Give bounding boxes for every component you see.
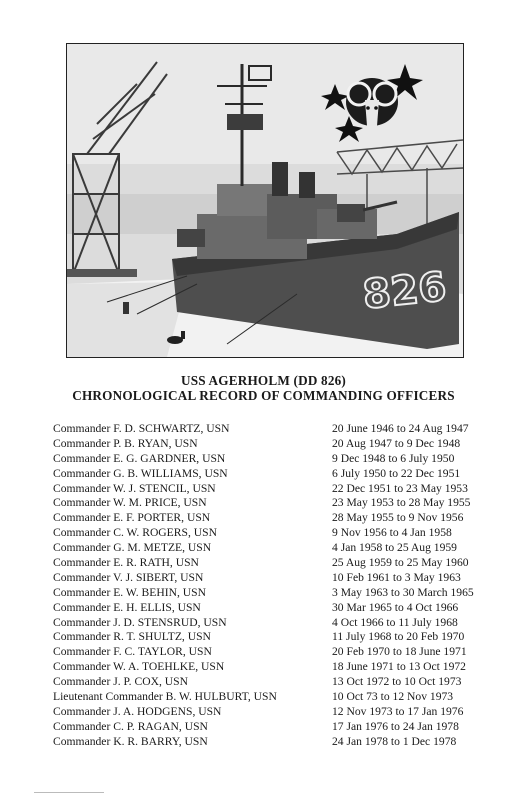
officer-name: Lieutenant Commander B. W. HULBURT, USN — [53, 690, 277, 704]
ship-name-heading: USS AGERHOLM (DD 826) — [180, 373, 347, 388]
officer-row — [53, 675, 513, 690]
officer-row — [53, 482, 513, 497]
command-period: 3 May 1963 to 30 March 1965 — [332, 585, 474, 599]
command-period: 20 Feb 1970 to 18 June 1971 — [332, 645, 467, 659]
officer-name: Commander W. A. TOEHLKE, USN — [53, 660, 225, 674]
officer-name: Commander W. J. STENCIL, USN — [53, 481, 216, 495]
command-period: 25 Aug 1959 to 25 May 1960 — [332, 556, 469, 570]
officer-name: Commander G. B. WILLIAMS, USN — [53, 466, 228, 480]
officer-name: Commander J. D. STENSRUD, USN — [53, 615, 227, 629]
command-period: 18 June 1971 to 13 Oct 1972 — [332, 660, 466, 674]
command-period: 24 Jan 1978 to 1 Dec 1978 — [332, 734, 457, 748]
officer-name: Commander F. D. SCHWARTZ, USN — [53, 422, 230, 435]
officer-row — [53, 705, 513, 720]
officer-row — [53, 630, 513, 645]
officer-name: Commander K. R. BARRY, USN — [53, 734, 208, 748]
officer-name: Commander C. W. ROGERS, USN — [53, 526, 217, 540]
officer-row — [53, 660, 513, 675]
officer-row — [53, 437, 513, 452]
officer-row — [53, 571, 513, 586]
officer-name: Commander R. T. SHULTZ, USN — [53, 630, 211, 644]
officer-row — [53, 556, 513, 571]
command-period: 11 July 1968 to 20 Feb 1970 — [332, 630, 465, 644]
officer-row — [53, 690, 513, 705]
command-period: 17 Jan 1976 to 24 Jan 1978 — [332, 719, 459, 733]
officer-name: Commander E. F. PORTER, USN — [53, 511, 211, 525]
officer-name: Commander F. C. TAYLOR, USN — [53, 645, 212, 659]
command-period: 30 Mar 1965 to 4 Oct 1966 — [332, 600, 459, 614]
officer-name: Commander C. P. RAGAN, USN — [53, 719, 208, 733]
officer-name: Commander V. J. SIBERT, USN — [53, 570, 204, 584]
officer-row — [53, 720, 513, 735]
officer-row — [53, 735, 513, 750]
commanding-officers-list — [53, 422, 513, 750]
command-period: 22 Dec 1951 to 23 May 1953 — [332, 481, 468, 495]
officer-row — [53, 616, 513, 631]
command-period: 20 Aug 1947 to 9 Dec 1948 — [332, 436, 461, 450]
ship-photo — [66, 43, 464, 358]
officer-row — [53, 452, 513, 467]
officer-row — [53, 645, 513, 660]
officer-row — [53, 422, 513, 437]
command-period: 6 July 1950 to 22 Dec 1951 — [332, 466, 461, 480]
officer-row — [53, 601, 513, 616]
officer-name: Commander P. B. RYAN, USN — [53, 436, 198, 450]
officer-row — [53, 586, 513, 601]
command-period: 4 Oct 1966 to 11 July 1968 — [332, 615, 458, 629]
hull-number: 826 — [360, 263, 449, 319]
command-period: 28 May 1955 to 9 Nov 1956 — [332, 511, 464, 525]
officer-name: Commander E. W. BEHIN, USN — [53, 585, 206, 599]
officer-name: Commander E. G. GARDNER, USN — [53, 451, 226, 465]
officer-name: Commander W. M. PRICE, USN — [53, 496, 207, 510]
record-title-heading: CHRONOLOGICAL RECORD OF COMMANDING OFFICERS — [72, 388, 455, 403]
command-period: 20 June 1946 to 24 Aug 1947 — [332, 422, 469, 435]
command-period: 4 Jan 1958 to 25 Aug 1959 — [332, 541, 457, 555]
officer-name: Commander E. H. ELLIS, USN — [53, 600, 201, 614]
command-period: 9 Dec 1948 to 6 July 1950 — [332, 451, 455, 465]
officer-name: Commander G. M. METZE, USN — [53, 541, 212, 555]
command-period: 10 Oct 73 to 12 Nov 1973 — [332, 690, 454, 704]
officer-row — [53, 526, 513, 541]
officer-name: Commander J. P. COX, USN — [53, 675, 188, 689]
officer-row — [53, 496, 513, 511]
command-period: 9 Nov 1956 to 4 Jan 1958 — [332, 526, 452, 540]
officer-row — [53, 467, 513, 482]
command-period: 12 Nov 1973 to 17 Jan 1976 — [332, 704, 464, 718]
officer-row — [53, 511, 513, 526]
page-footer-rule — [34, 792, 104, 793]
command-period: 10 Feb 1961 to 3 May 1963 — [332, 570, 461, 584]
officer-name: Commander E. R. RATH, USN — [53, 556, 199, 570]
officer-name: Commander J. A. HODGENS, USN — [53, 704, 222, 718]
officer-row — [53, 541, 513, 556]
command-period: 23 May 1953 to 28 May 1955 — [332, 496, 471, 510]
command-period: 13 Oct 1972 to 10 Oct 1973 — [332, 675, 462, 689]
